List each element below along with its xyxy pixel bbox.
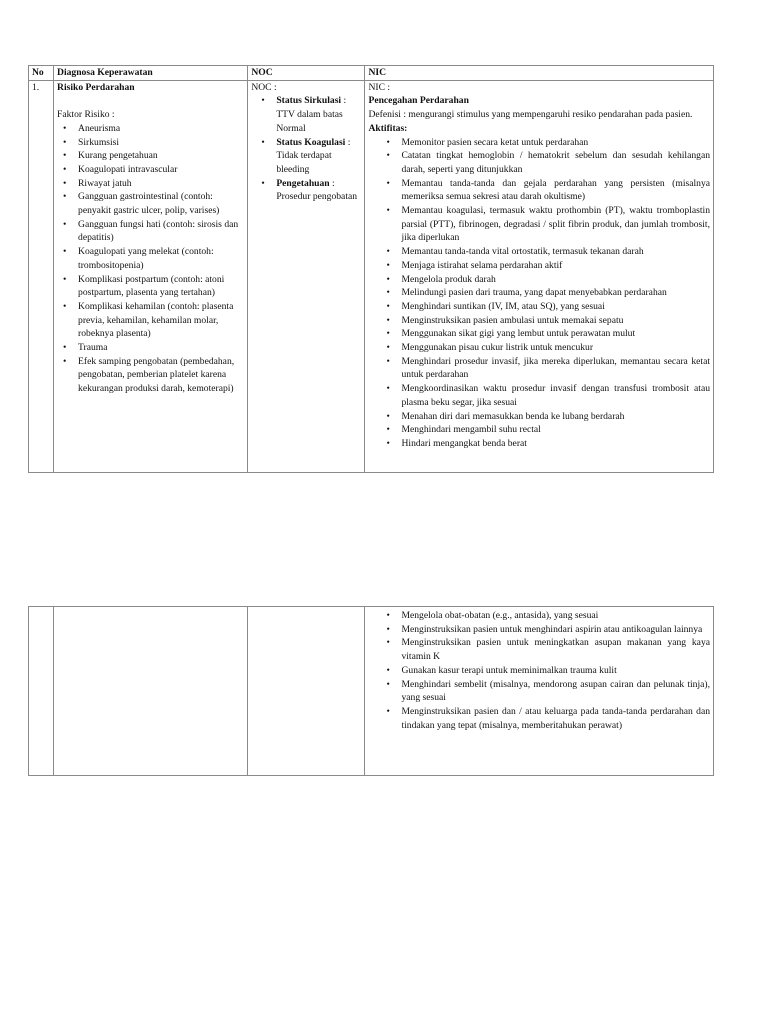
empty-cell [54,607,248,776]
list-item: • Catatan tingkat hemoglobin / hematokrit sebelum dan sesudah kehilangan darah, seperti yang ditunjukkan [401,149,710,176]
nic-cell [365,80,714,472]
list-item: • Mengelola obat-obatan (e.g., antasida), yang sesuai [401,609,710,623]
empty-cell [248,607,365,776]
list-item: • Hindari mengangkat benda berat [401,437,710,451]
noc-item-title: Status Sirkulasi [276,95,342,107]
list-item: • Menggunakan sikat gigi yang lembut untuk perawatan mulut [401,327,710,341]
list-item: • Gunakan kasur terapi untuk meminimalkan trauma kulit [401,664,710,678]
row-number: 1. [29,80,54,472]
list-item: • Kurang pengetahuan [78,149,244,163]
list-item: • Efek samping pengobatan (pembedahan, pengobatan, pemberian platelet karena kekurangan produksi darah, kemoterapi) [78,355,244,396]
continuation-table [28,606,714,776]
list-item: • Koagulopati yang melekat (contoh: trombositopenia) [78,245,244,272]
diagnosis-title: Risiko Perdarahan [57,81,135,93]
nursing-care-table [28,65,714,473]
list-item: • Melindungi pasien dari trauma, yang dapat menyebabkan perdarahan [401,286,710,300]
nic-label: NIC : [368,81,391,93]
noc-item [276,177,361,204]
noc-item-description: Prosedur pengobatan [276,191,358,203]
list-item: • Gangguan fungsi hati (contoh: sirosis dan depatitis) [78,218,244,245]
list-item: • Mengelola produk darah [401,273,710,287]
risk-factor-label: Faktor Risiko : [57,109,115,121]
list-item: • Komplikasi postpartum (contoh: atoni postpartum, plasenta yang tertahan) [78,273,244,300]
list-item: • Memonitor pasien secara ketat untuk perdarahan [401,136,710,150]
list-item: • Menginstruksikan pasien ambulasi untuk memakai sepatu [401,314,710,328]
list-item: • Gangguan gastrointestinal (contoh: penyakit gastric ulcer, polip, varises) [78,190,244,217]
list-item: • Riwayat jatuh [78,177,244,191]
noc-item-description: TTV dalam batas Normal [276,109,343,134]
list-item: • Menghindari mengambil suhu rectal [401,423,710,437]
list-item: • Trauma [78,341,244,355]
nic-continuation-cell [365,607,714,776]
header-diagnosis: Diagnosa Keperawatan [54,66,248,81]
noc-list [251,94,361,204]
list-item: • Memantau tanda-tanda vital ortostatik, termasuk tekanan darah [401,245,710,259]
noc-label: NOC : [251,81,277,93]
noc-cell [248,80,365,472]
header-nic: NIC [365,66,714,81]
diagnosis-cell [54,80,248,472]
risk-factor-list [57,122,244,396]
activities-label: Aktifitas: [368,122,408,134]
empty-cell [29,607,54,776]
list-item: • Koagulopati intravascular [78,163,244,177]
list-item: • Menghindari suntikan (IV, IM, atau SQ), yang sesuai [401,300,710,314]
table-row [29,80,714,472]
nic-title: Pencegahan Perdarahan [368,95,469,107]
list-item: • Aneurisma [78,122,244,136]
list-item: • Menjaga istirahat selama perdarahan aktif [401,259,710,273]
activity-list-continued [368,609,710,732]
list-item: • Menginstruksikan pasien untuk meningkatkan asupan makanan yang kaya vitamin K [401,636,710,663]
noc-item [276,94,361,135]
table-header-row [29,66,714,81]
list-item: • Menahan diri dari memasukkan benda ke lubang berdarah [401,410,710,424]
nic-definition: Defenisi : mengurangi stimulus yang mempengaruhi resiko pendarahan pada pasien. [368,109,693,121]
list-item: • Mengkoordinasikan waktu prosedur invasif dengan transfusi trombosit atau plasma beku segar, jika sesuai [401,382,710,409]
noc-item-description: Tidak terdapat bleeding [276,150,332,175]
noc-item-title: Status Koagulasi [276,136,346,148]
noc-item-title: Pengetahuan [276,177,330,189]
list-item: • Menghindari prosedur invasif, jika mereka diperlukan, memantau secara ketat untuk perdarahan [401,355,710,382]
header-no: No [29,66,54,81]
noc-item-separator: : [345,136,351,148]
list-item: • Menginstruksikan pasien untuk menghindari aspirin atau antikoagulan lainnya [401,623,710,637]
activity-list [368,136,710,451]
list-item: • Menginstruksikan pasien dan / atau keluarga pada tanda-tanda perdarahan dan tindakan yang tepat (misalnya, memberitahukan perawat) [401,705,710,732]
list-item: • Memantau tanda-tanda dan gejala perdarahan yang persisten (misalnya memeriksa semua sekresi atau darah okultisme) [401,177,710,204]
list-item: • Menghindari sembelit (misalnya, mendorong asupan cairan dan pelunak tinja), yang sesuai [401,678,710,705]
list-item: • Menggunakan pisau cukur listrik untuk mencukur [401,341,710,355]
header-noc: NOC [248,66,365,81]
list-item: • Komplikasi kehamilan (contoh: plasenta previa, kehamilan, kehamilan molar, robeknya plasenta) [78,300,244,341]
noc-item-separator: : [341,95,347,107]
list-item: • Memantau koagulasi, termasuk waktu prothombin (PT), waktu tromboplastin parsial (PTT), fibrinogen, degradasi / split fibrin produk, dan jumlah trombosit, jika diperlukan [401,204,710,245]
list-item: • Sirkumsisi [78,136,244,150]
table-row [29,607,714,776]
noc-item [276,136,361,177]
noc-item-separator: : [329,177,335,189]
